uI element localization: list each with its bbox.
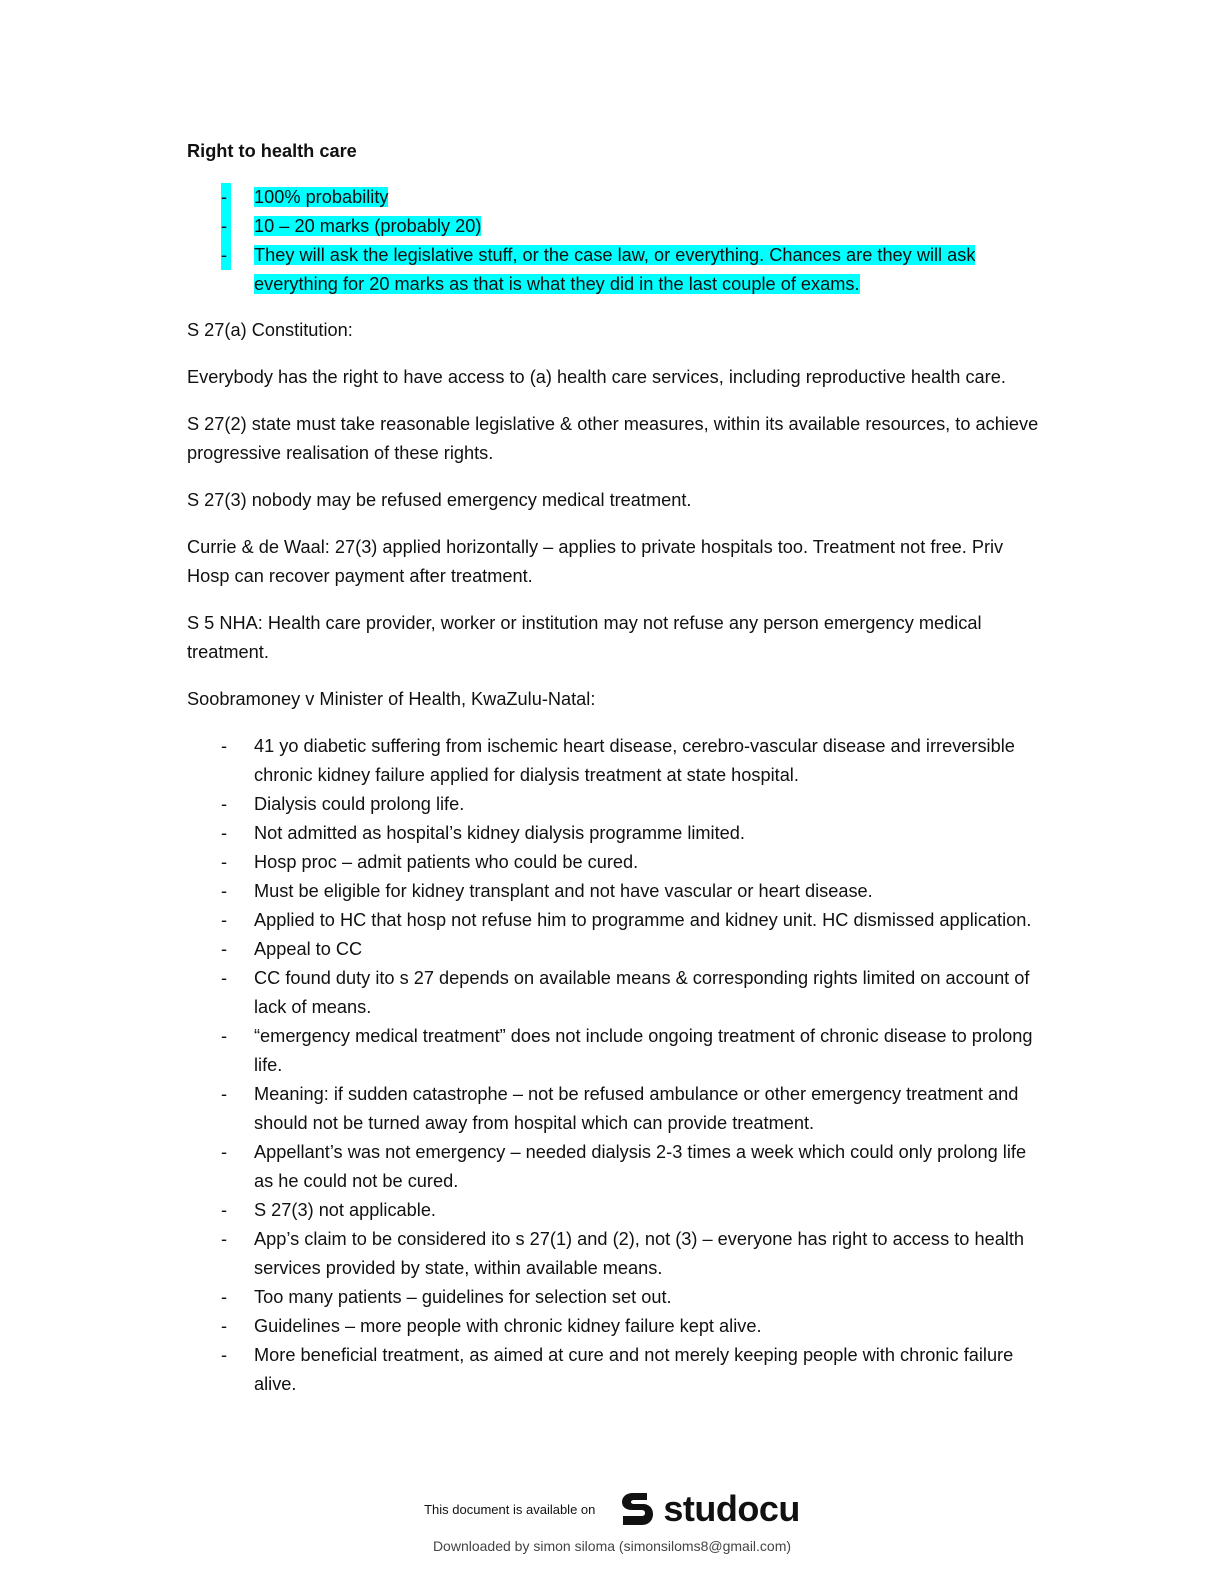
list-item: [187, 1283, 1047, 1312]
dash-marker: -: [221, 1345, 228, 1365]
list-item: [187, 877, 1047, 906]
dash-marker: -: [221, 968, 228, 988]
paragraph: S 5 NHA: Health care provider, worker or institution may not refuse any person emergency medical treatment.: [187, 613, 982, 662]
list-item-text: App’s claim to be considered ito s 27(1) and (2), not (3) – everyone has right to access to health services provided by state, within available means.: [254, 1229, 1025, 1278]
paragraph: Everybody has the right to have access to (a) health care services, including reproductive health care.: [187, 367, 1006, 387]
studocu-logo-link[interactable]: [617, 1488, 800, 1530]
document-title: Right to health care: [187, 141, 357, 161]
highlighted-note: [187, 241, 1047, 299]
paragraph: Currie & de Waal: 27(3) applied horizontally – applies to private hospitals too. Treatment not free. Priv Hosp can recover payment after treatment.: [187, 537, 1004, 586]
highlighted-note-text: 10 – 20 marks (probably 20): [254, 216, 482, 236]
dash-marker: -: [221, 1200, 228, 1220]
dash-marker: -: [221, 1316, 228, 1336]
list-item: [187, 848, 1047, 877]
dash-marker: -: [221, 183, 231, 212]
highlighted-note-text: They will ask the legislative stuff, or the case law, or everything. Chances are they will ask everything for 20 marks as that is what they did in the last couple of exams.: [254, 245, 976, 294]
list-item: [187, 906, 1047, 935]
list-item: [187, 1225, 1047, 1283]
highlighted-note-text: 100% probability: [254, 187, 389, 207]
list-item: [187, 1312, 1047, 1341]
download-attribution: Downloaded by simon siloma (simonsiloms8@gmail.com): [432, 1538, 792, 1554]
case-heading: Soobramoney v Minister of Health, KwaZulu-Natal:: [187, 689, 596, 709]
list-item: [187, 1341, 1047, 1399]
list-item-text: “emergency medical treatment” does not include ongoing treatment of chronic disease to prolong life.: [254, 1026, 1033, 1075]
list-item-text: Too many patients – guidelines for selection set out.: [254, 1287, 672, 1307]
list-item-text: S 27(3) not applicable.: [254, 1200, 436, 1220]
list-item: [187, 1196, 1047, 1225]
list-item-text: Applied to HC that hosp not refuse him to programme and kidney unit. HC dismissed application.: [254, 910, 1032, 930]
paragraph: S 27(3) nobody may be refused emergency medical treatment.: [187, 490, 692, 510]
highlighted-notes: [187, 183, 1047, 299]
case-bullet-list: [187, 732, 1047, 1399]
dash-marker: -: [221, 1026, 228, 1046]
dash-marker: -: [221, 823, 228, 843]
list-item-text: Dialysis could prolong life.: [254, 794, 465, 814]
list-item-text: 41 yo diabetic suffering from ischemic heart disease, cerebro-vascular disease and irreversible chronic kidney failure applied for dialysis treatment at state hospital.: [254, 736, 1015, 785]
list-item: [187, 819, 1047, 848]
footer-branding: [0, 1488, 1224, 1530]
availability-text: This document is available on: [424, 1501, 596, 1517]
dash-marker: -: [221, 1287, 228, 1307]
list-item: [187, 935, 1047, 964]
highlighted-note: [187, 212, 1047, 241]
dash-marker: -: [221, 212, 231, 241]
list-item-text: Not admitted as hospital’s kidney dialysis programme limited.: [254, 823, 745, 843]
dash-marker: -: [221, 736, 228, 756]
section-heading: S 27(a) Constitution:: [187, 320, 353, 340]
list-item-text: CC found duty ito s 27 depends on available means & corresponding rights limited on account of lack of means.: [254, 968, 1030, 1017]
dash-marker: -: [221, 852, 228, 872]
list-item: [187, 1080, 1047, 1138]
dash-marker: -: [221, 241, 231, 270]
studocu-logo-icon: [617, 1489, 657, 1529]
dash-marker: -: [221, 1142, 228, 1162]
studocu-wordmark: studocu: [663, 1488, 800, 1529]
list-item-text: Appellant’s was not emergency – needed dialysis 2-3 times a week which could only prolong life as he could not be cured.: [254, 1142, 1027, 1191]
dash-marker: -: [221, 939, 228, 959]
dash-marker: -: [221, 794, 228, 814]
highlighted-note: [187, 183, 1047, 212]
list-item: [187, 964, 1047, 1022]
dash-marker: -: [221, 881, 228, 901]
list-item: [187, 1138, 1047, 1196]
list-item-text: More beneficial treatment, as aimed at cure and not merely keeping people with chronic failure alive.: [254, 1345, 1014, 1394]
list-item-text: Hosp proc – admit patients who could be cured.: [254, 852, 639, 872]
page-footer: [0, 1488, 1224, 1554]
list-item-text: Guidelines – more people with chronic kidney failure kept alive.: [254, 1316, 762, 1336]
list-item-text: Meaning: if sudden catastrophe – not be refused ambulance or other emergency treatment and should not be turned away from hospital which can provide treatment.: [254, 1084, 1019, 1133]
dash-marker: -: [221, 1084, 228, 1104]
list-item: [187, 732, 1047, 790]
dash-marker: -: [221, 1229, 228, 1249]
list-item-text: Must be eligible for kidney transplant and not have vascular or heart disease.: [254, 881, 873, 901]
list-item-text: Appeal to CC: [254, 939, 363, 959]
paragraph: S 27(2) state must take reasonable legislative & other measures, within its available resources, to achieve progressive realisation of these rights.: [187, 414, 1039, 463]
list-item: [187, 790, 1047, 819]
document-page: [187, 137, 1047, 1399]
dash-marker: -: [221, 910, 228, 930]
list-item: [187, 1022, 1047, 1080]
